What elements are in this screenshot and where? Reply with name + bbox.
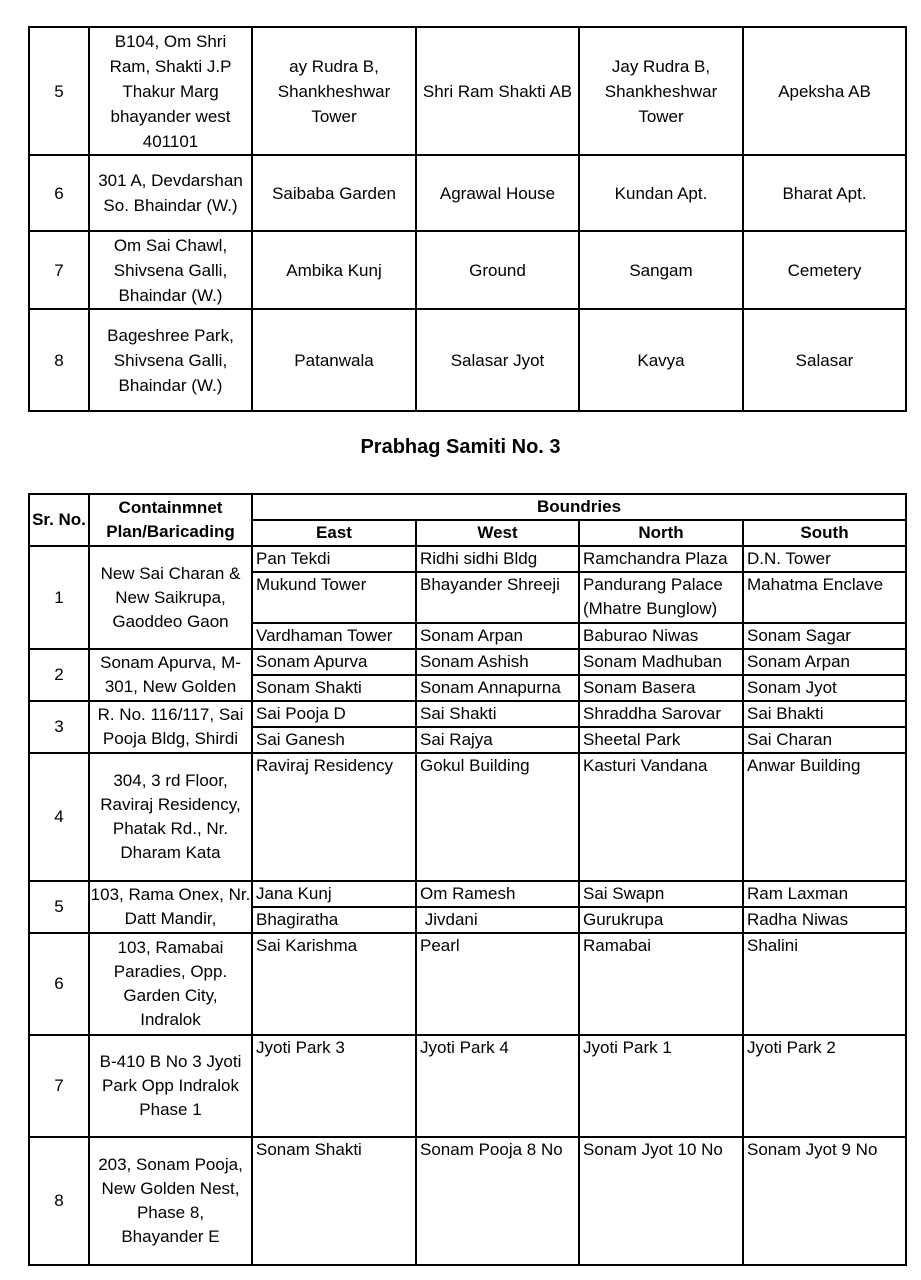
plan-header: Containmnet Plan/Baricading [89,494,252,546]
east-cell: Jana Kunj [252,881,416,907]
north-cell: Ramabai [579,933,743,1035]
east-cell: ay Rudra B, Shankheshwar Tower [252,27,416,155]
plan-cell: Bageshree Park, Shivsena Galli, Bhaindar (W.) [89,309,252,411]
west-cell: Shri Ram Shakti AB [416,27,579,155]
north-cell: Sonam Jyot 10 No [579,1137,743,1265]
top-boundary-table [28,26,907,412]
table-row [29,155,906,231]
north-cell: Jyoti Park 1 [579,1035,743,1137]
plan-cell: Sonam Apurva, M-301, New Golden [89,649,252,701]
plan-cell: 304, 3 rd Floor, Raviraj Residency, Phatak Rd., Nr. Dharam Kata [89,753,252,881]
plan-cell: B-410 B No 3 Jyoti Park Opp Indralok Phase 1 [89,1035,252,1137]
south-cell: Radha Niwas [743,907,906,933]
south-cell: Sonam Sagar [743,623,906,649]
west-cell: Sonam Annapurna [416,675,579,701]
east-cell: Ambika Kunj [252,231,416,309]
west-cell: Jyoti Park 4 [416,1035,579,1137]
table-row [29,231,906,309]
sr-no-cell: 4 [29,753,89,881]
west-cell: Ground [416,231,579,309]
west-cell: Ridhi sidhi Bldg [416,546,579,572]
south-cell: Shalini [743,933,906,1035]
north-cell: Sonam Basera [579,675,743,701]
sr-no-cell: 8 [29,1137,89,1265]
south-cell: Jyoti Park 2 [743,1035,906,1137]
south-cell: Sai Charan [743,727,906,753]
table-row [29,546,906,572]
west-cell: Sonam Ashish [416,649,579,675]
sr-no-cell: 6 [29,155,89,231]
north-cell: Sangam [579,231,743,309]
plan-cell: 203, Sonam Pooja, New Golden Nest, Phase 8, Bhayander E [89,1137,252,1265]
east-cell: Sai Karishma [252,933,416,1035]
east-cell: Jyoti Park 3 [252,1035,416,1137]
table-row [29,1137,906,1265]
table-row [29,27,906,155]
west-cell: Gokul Building [416,753,579,881]
south-cell: Sonam Jyot 9 No [743,1137,906,1265]
header-row [29,494,906,520]
west-cell: Sonam Arpan [416,623,579,649]
plan-cell: 103, Rama Onex, Nr. Datt Mandir, [89,881,252,933]
east-cell: Sai Pooja D [252,701,416,727]
east-cell: Sonam Shakti [252,675,416,701]
east-cell: Bhagiratha [252,907,416,933]
plan-cell: R. No. 116/117, Sai Pooja Bldg, Shirdi [89,701,252,753]
north-cell: Sonam Madhuban [579,649,743,675]
south-cell: Salasar [743,309,906,411]
west-cell: Bhayander Shreeji [416,572,579,623]
table-row [29,1035,906,1137]
south-header: South [743,520,906,546]
south-cell: Sai Bhakti [743,701,906,727]
south-cell: D.N. Tower [743,546,906,572]
table-row [29,309,906,411]
west-cell: Agrawal House [416,155,579,231]
west-cell: Om Ramesh [416,881,579,907]
east-cell: Sonam Shakti [252,1137,416,1265]
sr-no-cell: 5 [29,881,89,933]
west-header: West [416,520,579,546]
sr-no-cell: 7 [29,231,89,309]
east-cell: Patanwala [252,309,416,411]
north-cell: Shraddha Sarovar [579,701,743,727]
south-cell: Mahatma Enclave [743,572,906,623]
east-cell: Raviraj Residency [252,753,416,881]
north-cell: Jay Rudra B, Shankheshwar Tower [579,27,743,155]
north-cell: Pandurang Palace (Mhatre Bunglow) [579,572,743,623]
east-cell: Sai Ganesh [252,727,416,753]
north-cell: Gurukrupa [579,907,743,933]
sr-no-cell: 8 [29,309,89,411]
west-cell: Sonam Pooja 8 No [416,1137,579,1265]
sr-no-cell: 5 [29,27,89,155]
sr-no-cell: 2 [29,649,89,701]
north-header: North [579,520,743,546]
sr-no-cell: 3 [29,701,89,753]
south-cell: Sonam Arpan [743,649,906,675]
north-cell: Ramchandra Plaza [579,546,743,572]
west-cell: Pearl [416,933,579,1035]
plan-cell: 301 A, Devdarshan So. Bhaindar (W.) [89,155,252,231]
table-row [29,753,906,881]
east-cell: Pan Tekdi [252,546,416,572]
east-cell: Mukund Tower [252,572,416,623]
east-cell: Sonam Apurva [252,649,416,675]
table-row [29,881,906,907]
north-cell: Sai Swapn [579,881,743,907]
west-cell: Jivdani [416,907,579,933]
boundary-table [28,493,907,1266]
east-header: East [252,520,416,546]
south-cell: Ram Laxman [743,881,906,907]
west-cell: Sai Rajya [416,727,579,753]
north-cell: Kundan Apt. [579,155,743,231]
plan-cell: 103, Ramabai Paradies, Opp. Garden City, Indralok [89,933,252,1035]
table-row [29,649,906,675]
sr-no-cell: 7 [29,1035,89,1137]
north-cell: Kasturi Vandana [579,753,743,881]
west-cell: Salasar Jyot [416,309,579,411]
north-cell: Sheetal Park [579,727,743,753]
sr-no-cell: 1 [29,546,89,649]
west-cell: Sai Shakti [416,701,579,727]
table-row [29,701,906,727]
east-cell: Saibaba Garden [252,155,416,231]
east-cell: Vardhaman Tower [252,623,416,649]
boundries-header: Boundries [252,494,906,520]
north-cell: Baburao Niwas [579,623,743,649]
south-cell: Bharat Apt. [743,155,906,231]
plan-cell: Om Sai Chawl, Shivsena Galli, Bhaindar (W.) [89,231,252,309]
south-cell: Sonam Jyot [743,675,906,701]
plan-cell: B104, Om Shri Ram, Shakti J.P Thakur Marg bhayander west 401101 [89,27,252,155]
sr-no-header: Sr. No. [29,494,89,546]
south-cell: Apeksha AB [743,27,906,155]
section-title: Prabhag Samiti No. 3 [360,436,561,458]
plan-cell: New Sai Charan & New Saikrupa, Gaoddeo Gaon [89,546,252,649]
sr-no-cell: 6 [29,933,89,1035]
south-cell: Anwar Building [743,753,906,881]
north-cell: Kavya [579,309,743,411]
table-row [29,933,906,1035]
south-cell: Cemetery [743,231,906,309]
